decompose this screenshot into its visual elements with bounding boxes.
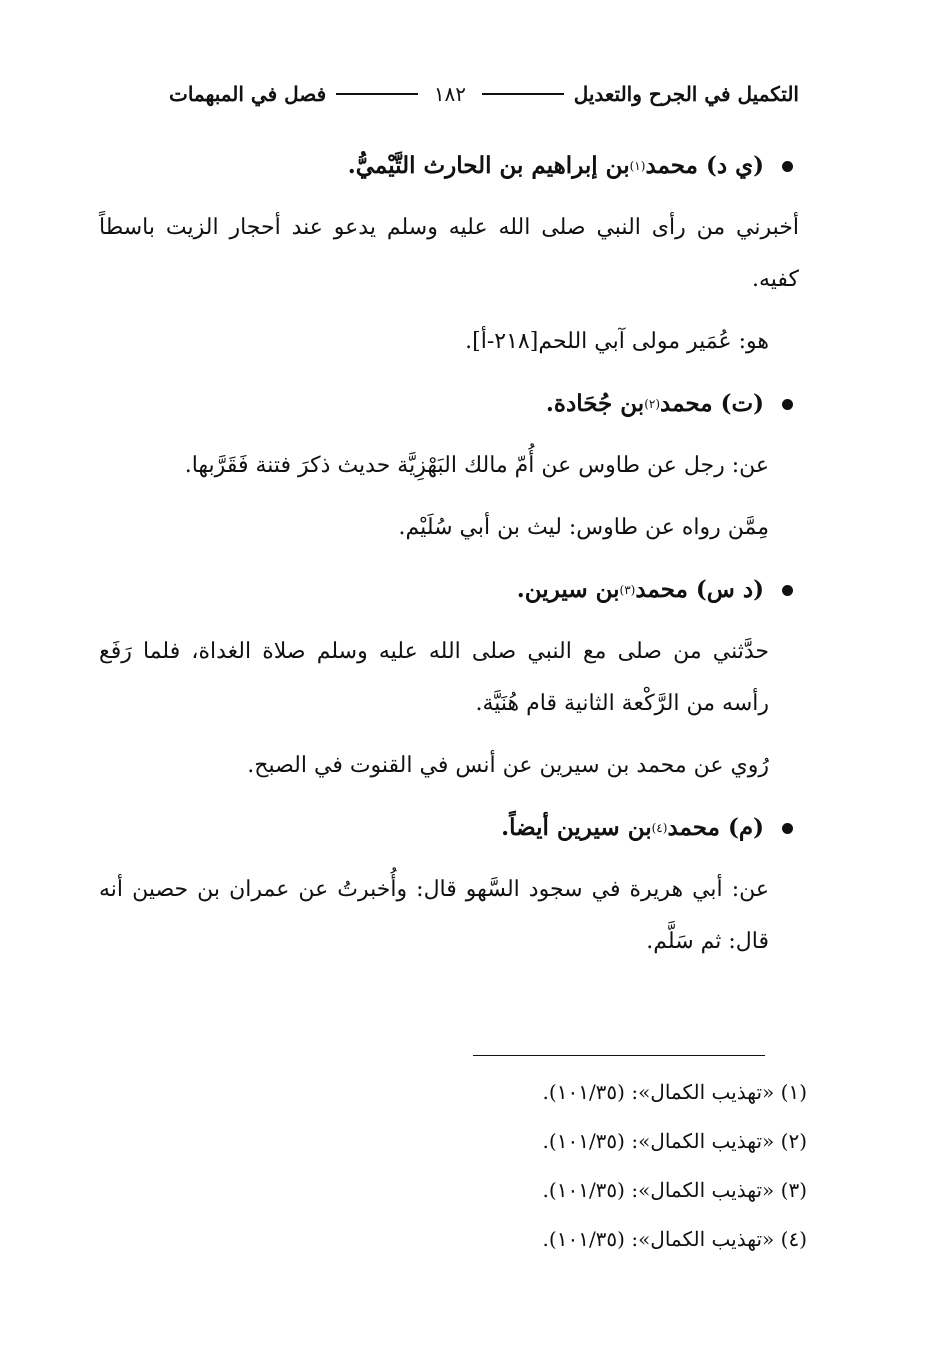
footnote-ref[interactable]: (٤) [651,821,668,835]
identification-note: مِمَّن رواه عن طاوس: ليث بن أبي سُلَيْم. [398,515,769,540]
entry-heading [99,564,799,616]
bullet-icon [782,823,793,834]
entry-name: (م) محمد [667,814,764,841]
identification-note: رُوي عن محمد بن سيرين عن أنس في القنوت في الصبح. [247,753,769,778]
header-rule [482,93,564,95]
bullet-icon [782,585,793,596]
footnote-divider [473,1055,765,1056]
entry-name-rest: بن سيرين. [516,576,620,603]
footnote: (١) «تهذيب الكمال»: (١٠١/٣٥). [542,1080,807,1104]
footnote: (٣) «تهذيب الكمال»: (١٠١/٣٥). [542,1178,807,1202]
footnote-ref[interactable]: (١) [629,159,646,173]
page-number: ١٨٢ [433,82,467,106]
footnote: (٤) «تهذيب الكمال»: (١٠١/٣٥). [542,1227,807,1251]
entry-name: (ت) محمد [660,390,764,417]
entry [99,564,799,792]
main-content [99,140,799,978]
footnote-ref[interactable]: (٣) [619,583,636,597]
footnote-ref[interactable]: (٢) [644,397,661,411]
entry-heading [99,378,799,430]
bullet-icon [782,399,793,410]
narration-text: حدَّثني من صلى مع النبي صلى الله عليه وسلم صلاة الغداة، فلما رَفَع رأسه من الرَّكْعة الثانية قام هُنَيَّة. [99,639,769,716]
entry [99,802,799,968]
entry [99,140,799,368]
header-rule [336,93,418,95]
entry-heading [99,802,799,854]
footnote: (٢) «تهذيب الكمال»: (١٠١/٣٥). [542,1129,807,1153]
entry-name: (د س) محمد [635,576,764,603]
entry-name-rest: بن جُحَادة. [545,390,645,417]
entry-name-rest: بن سيرين أيضاً. [501,814,652,841]
footnotes [543,1068,807,1264]
narration-text: أخبرني من رأى النبي صلى الله عليه وسلم يدعو عند أحجار الزيت باسطاً كفيه. [99,215,799,292]
running-header [169,82,799,106]
section-title: فصل في المبهمات [169,82,327,106]
narration-text: عن: رجل عن طاوس عن أُمّ مالك البَهْزِيَّة حديث ذكرَ فتنة فَقَرَّبها. [184,453,769,478]
bullet-icon [782,161,793,172]
entry-name: (ي د) محمد [645,152,764,179]
entry-heading [99,140,799,192]
narration-text: عن: أبي هريرة في سجود السَّهو قال: وأُخبرتُ عن عمران بن حصين أنه قال: ثم سَلَّم. [99,877,769,954]
identification-note: هو: عُمَير مولى آبي اللحم[٢١٨-أ]. [465,329,769,354]
book-title: التكميل في الجرح والتعديل [573,82,799,106]
entry [99,378,799,554]
entry-name-rest: بن إبراهيم بن الحارث التَّيْميُّ. [347,152,630,179]
